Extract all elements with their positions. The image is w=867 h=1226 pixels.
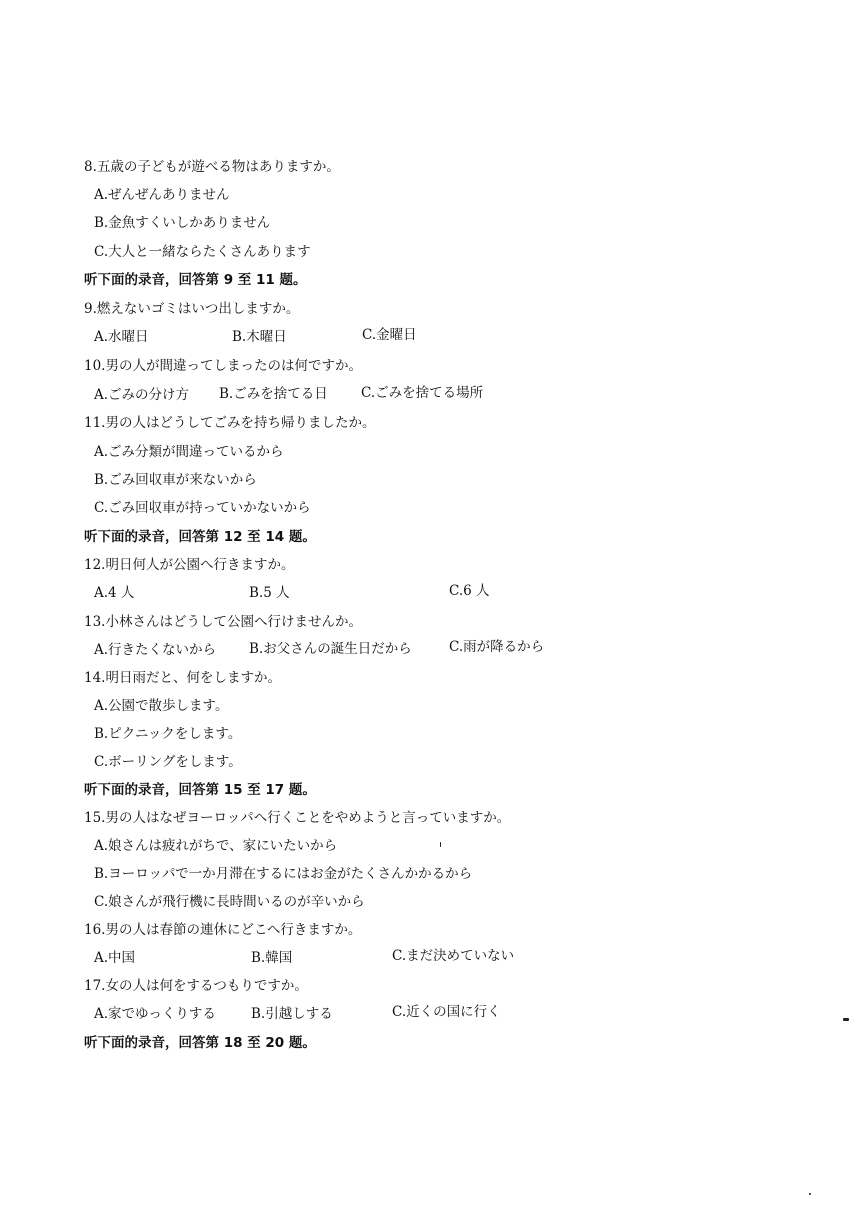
question-11-option-b: B.ごみ回収車が来ないから — [94, 472, 257, 488]
question-13-option-a: A.行きたくないから — [94, 642, 217, 658]
question-13: 13.小林さんはどうして公園へ行けませんか。 — [84, 614, 362, 630]
question-11-option-c: C.ごみ回収車が持っていかないから — [94, 500, 311, 516]
question-16: 16.男の人は春節の連休にどこへ行きますか。 — [84, 922, 362, 938]
question-8-option-c: C.大人と一緒ならたくさんあります — [94, 244, 311, 260]
question-15-option-c: C.娘さんが飛行機に長時間いるのが辛いから — [94, 894, 365, 910]
question-8-option-b: B.金魚すくいしかありません — [94, 215, 271, 231]
question-9: 9.燃えないゴミはいつ出しますか。 — [84, 301, 300, 317]
question-8-option-a: A.ぜんぜんありません — [94, 187, 230, 203]
question-14-option-c: C.ボーリングをします。 — [94, 754, 242, 770]
question-10-option-b: B.ごみを捨てる日 — [219, 386, 328, 402]
section-heading-9-11: 听下面的录音，回答第 9 至 11 题。 — [84, 272, 307, 288]
question-14-option-b: B.ピクニックをします。 — [94, 726, 242, 742]
scan-speck — [440, 842, 441, 847]
scan-speck — [809, 1193, 811, 1195]
question-13-option-b: B.お父さんの誕生日だから — [249, 641, 412, 657]
question-15-option-b: B.ヨーロッパで一か月滞在するにはお金がたくさんかかるから — [94, 866, 473, 882]
question-17-option-a: A.家でゆっくりする — [94, 1006, 216, 1022]
question-13-option-c: C.雨が降るから — [449, 639, 545, 655]
question-16-option-b: B.韓国 — [251, 950, 293, 966]
section-heading-18-20: 听下面的录音，回答第 18 至 20 题。 — [84, 1035, 316, 1051]
question-11: 11.男の人はどうしてごみを持ち帰りましたか。 — [84, 415, 376, 431]
question-12-option-a: A.4 人 — [94, 585, 135, 601]
question-16-option-c: C.まだ決めていない — [392, 948, 515, 964]
question-16-option-a: A.中国 — [94, 950, 136, 966]
question-17-option-b: B.引越しする — [251, 1006, 333, 1022]
question-9-option-a: A.水曜日 — [94, 329, 149, 345]
question-15: 15.男の人はなぜヨーロッパへ行くことをやめようと言っていますか。 — [84, 810, 511, 826]
scan-speck — [843, 1018, 849, 1021]
question-11-option-a: A.ごみ分類が間違っているから — [94, 444, 284, 460]
question-10-option-c: C.ごみを捨てる場所 — [361, 385, 484, 401]
question-14: 14.明日雨だと、何をしますか。 — [84, 670, 281, 686]
question-10-option-a: A.ごみの分け方 — [94, 387, 190, 403]
question-10: 10.男の人が間違ってしまったのは何ですか。 — [84, 358, 362, 374]
question-15-option-a: A.娘さんは疲れがちで、家にいたいから — [94, 838, 338, 854]
question-12-option-b: B.5 人 — [249, 585, 290, 601]
question-12-option-c: C.6 人 — [449, 583, 490, 599]
question-9-option-c: C.金曜日 — [362, 327, 417, 343]
question-9-option-b: B.木曜日 — [232, 329, 287, 345]
section-heading-12-14: 听下面的录音，回答第 12 至 14 题。 — [84, 529, 316, 545]
question-12: 12.明日何人が公園へ行きますか。 — [84, 557, 295, 573]
section-heading-15-17: 听下面的录音，回答第 15 至 17 题。 — [84, 782, 316, 798]
question-17-option-c: C.近くの国に行く — [392, 1004, 501, 1020]
question-8: 8.五歳の子どもが遊べる物はありますか。 — [84, 159, 340, 175]
question-17: 17.女の人は何をするつもりですか。 — [84, 978, 308, 994]
question-14-option-a: A.公園で散歩します。 — [94, 698, 229, 714]
